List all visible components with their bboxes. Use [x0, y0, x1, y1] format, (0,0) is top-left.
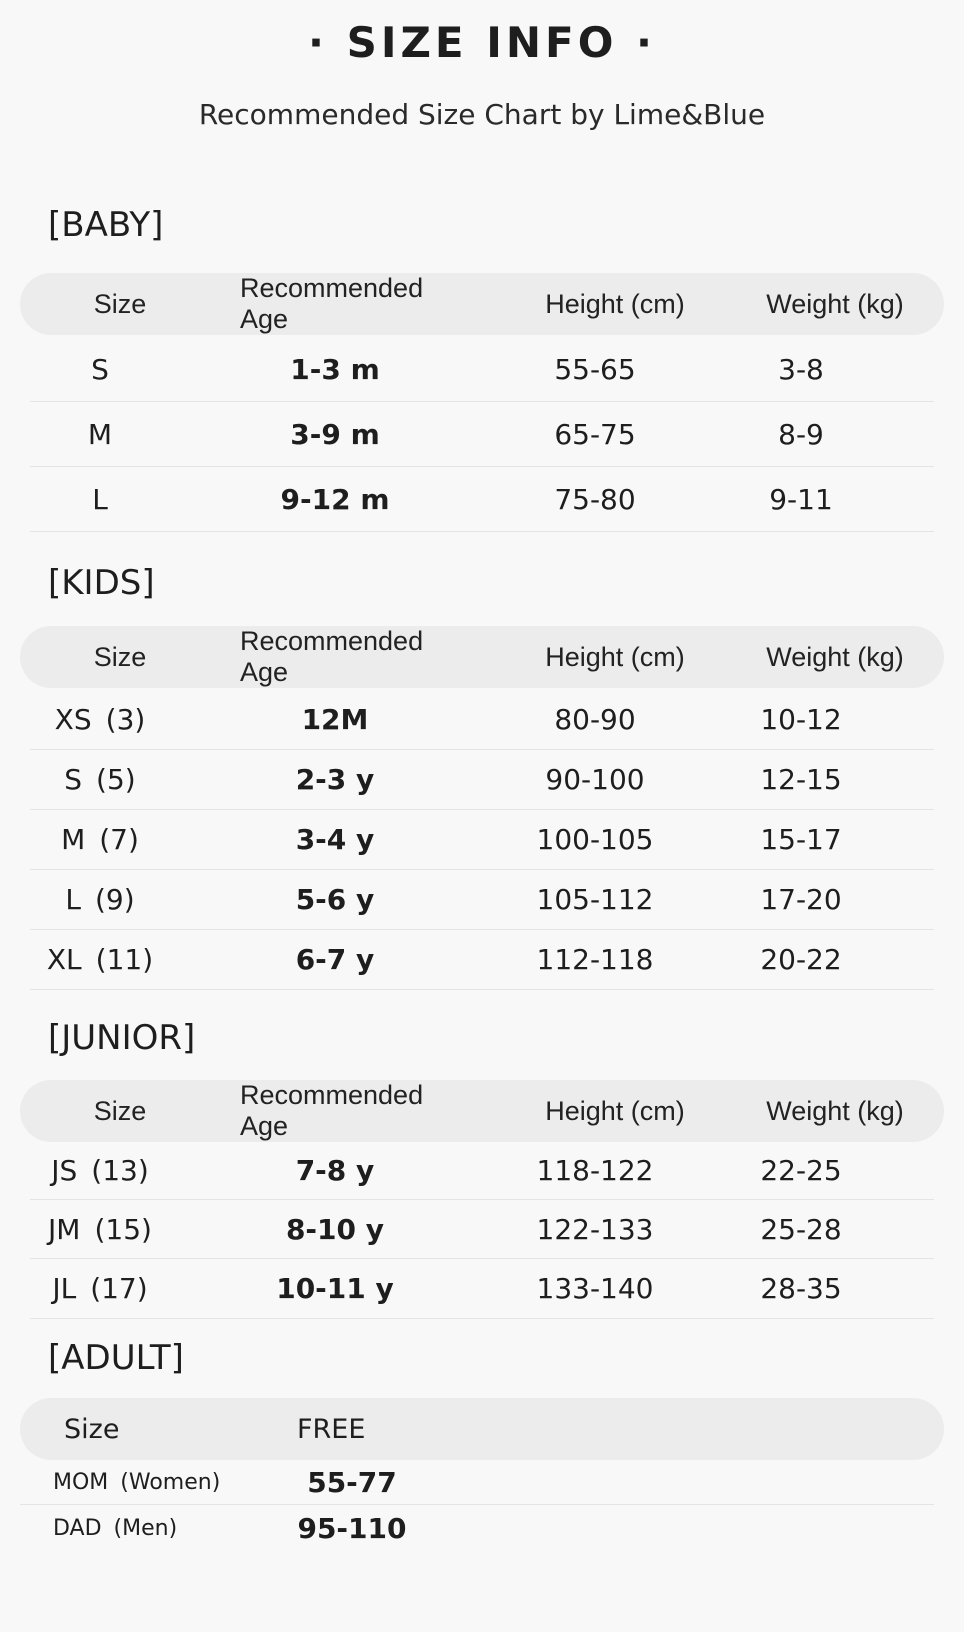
section-title-adult: [ADULT] [48, 1338, 184, 1378]
size-cell [40, 930, 160, 989]
table-header-adult [20, 1398, 944, 1460]
height-cell: 118-122 [536, 1153, 654, 1187]
table-row [30, 467, 934, 532]
column-header-weight: Weight (kg) [766, 1095, 904, 1126]
size-number: (9) [94, 883, 135, 916]
free-size-cell: 95-110 [297, 1511, 407, 1545]
free-size-cell: 55-77 [307, 1465, 397, 1499]
height-cell: 112-118 [536, 943, 654, 976]
size-code: S [64, 763, 83, 796]
size-number: (17) [90, 1272, 148, 1305]
size-code: XS [54, 703, 92, 736]
page-title: · SIZE INFO · [308, 18, 656, 67]
section-title-baby: [BABY] [48, 205, 164, 245]
size-code: MOM [53, 1469, 109, 1495]
table-row [30, 870, 934, 930]
age-cell: 3-9 m [290, 417, 380, 451]
table-row [30, 810, 934, 870]
table-row [20, 1460, 934, 1505]
weight-cell: 10-12 [760, 703, 842, 736]
size-cell [40, 690, 160, 749]
weight-cell: 17-20 [760, 883, 842, 916]
size-number: (15) [94, 1212, 152, 1246]
size-cell: L [92, 482, 108, 516]
weight-cell: 15-17 [760, 823, 842, 856]
age-cell: 9-12 m [280, 482, 390, 516]
weight-cell: 9-11 [769, 482, 833, 516]
size-cell [53, 1505, 253, 1551]
column-header-age: Recommended Age [240, 273, 424, 334]
size-cell [40, 870, 160, 929]
height-cell: 105-112 [536, 883, 654, 916]
age-cell: 3-4 y [295, 823, 375, 856]
size-note: (Women) [120, 1469, 221, 1495]
size-number: (7) [99, 823, 139, 856]
size-code: L [65, 883, 81, 916]
table-row [30, 1141, 934, 1200]
height-cell: 122-133 [536, 1212, 654, 1246]
column-header-age: Recommended Age [240, 1080, 424, 1141]
height-cell: 90-100 [545, 763, 645, 796]
table-row [30, 1259, 934, 1319]
age-cell: 10-11 y [276, 1272, 394, 1305]
weight-cell: 8-9 [778, 417, 824, 451]
size-cell [40, 810, 160, 869]
size-code: JS [51, 1153, 78, 1187]
table-header-baby [20, 273, 944, 335]
weight-cell: 3-8 [778, 352, 824, 386]
size-number: (11) [95, 943, 154, 976]
size-code: XL [46, 943, 82, 976]
section-title-kids: [KIDS] [48, 563, 155, 603]
section-title-junior: [JUNIOR] [48, 1018, 196, 1058]
size-code: M [61, 823, 86, 856]
size-note: (Men) [113, 1515, 178, 1541]
column-header-weight: Weight (kg) [766, 641, 904, 672]
size-cell [40, 1259, 160, 1318]
column-header-size: Size [93, 1095, 147, 1126]
table-row [30, 337, 934, 402]
column-header-free: FREE [297, 1413, 366, 1445]
age-cell: 2-3 y [295, 763, 375, 796]
page-subtitle: Recommended Size Chart by Lime&Blue [198, 98, 766, 131]
size-cell [53, 1460, 253, 1504]
size-cell: M [87, 417, 113, 451]
size-cell [40, 750, 160, 809]
table-row [30, 750, 934, 810]
column-header-height: Height (cm) [545, 641, 685, 672]
height-cell: 80-90 [554, 703, 636, 736]
table-row [30, 690, 934, 750]
column-header-size: Size [93, 288, 147, 319]
table-row [20, 1505, 934, 1551]
table-row [30, 1200, 934, 1259]
size-number: (5) [96, 763, 136, 796]
age-cell: 6-7 y [295, 943, 375, 976]
table-row [30, 930, 934, 990]
age-cell: 7-8 y [295, 1153, 375, 1187]
height-cell: 65-75 [554, 417, 636, 451]
age-cell: 8-10 y [285, 1212, 385, 1246]
size-number: (3) [105, 703, 146, 736]
height-cell: 75-80 [554, 482, 636, 516]
size-cell [40, 1200, 160, 1258]
weight-cell: 28-35 [760, 1272, 842, 1305]
size-code: DAD [53, 1515, 102, 1541]
weight-cell: 25-28 [760, 1212, 842, 1246]
size-code: JM [48, 1212, 81, 1246]
weight-cell: 22-25 [760, 1153, 842, 1187]
age-cell: 5-6 y [295, 883, 375, 916]
weight-cell: 12-15 [760, 763, 842, 796]
table-header-kids [20, 626, 944, 688]
size-number: (13) [91, 1153, 149, 1187]
age-cell: 12M [301, 703, 369, 736]
column-header-weight: Weight (kg) [766, 288, 904, 319]
size-code: JL [52, 1272, 77, 1305]
height-cell: 133-140 [536, 1272, 654, 1305]
age-cell: 1-3 m [290, 352, 380, 386]
column-header-height: Height (cm) [545, 1095, 685, 1126]
column-header-height: Height (cm) [545, 288, 685, 319]
column-header-size: Size [64, 1413, 120, 1445]
height-cell: 55-65 [554, 352, 636, 386]
height-cell: 100-105 [536, 823, 654, 856]
table-row [30, 402, 934, 467]
size-cell [40, 1141, 160, 1199]
weight-cell: 20-22 [760, 943, 842, 976]
column-header-size: Size [93, 641, 147, 672]
column-header-age: Recommended Age [240, 626, 424, 687]
size-cell: S [91, 352, 109, 386]
table-header-junior [20, 1080, 944, 1142]
